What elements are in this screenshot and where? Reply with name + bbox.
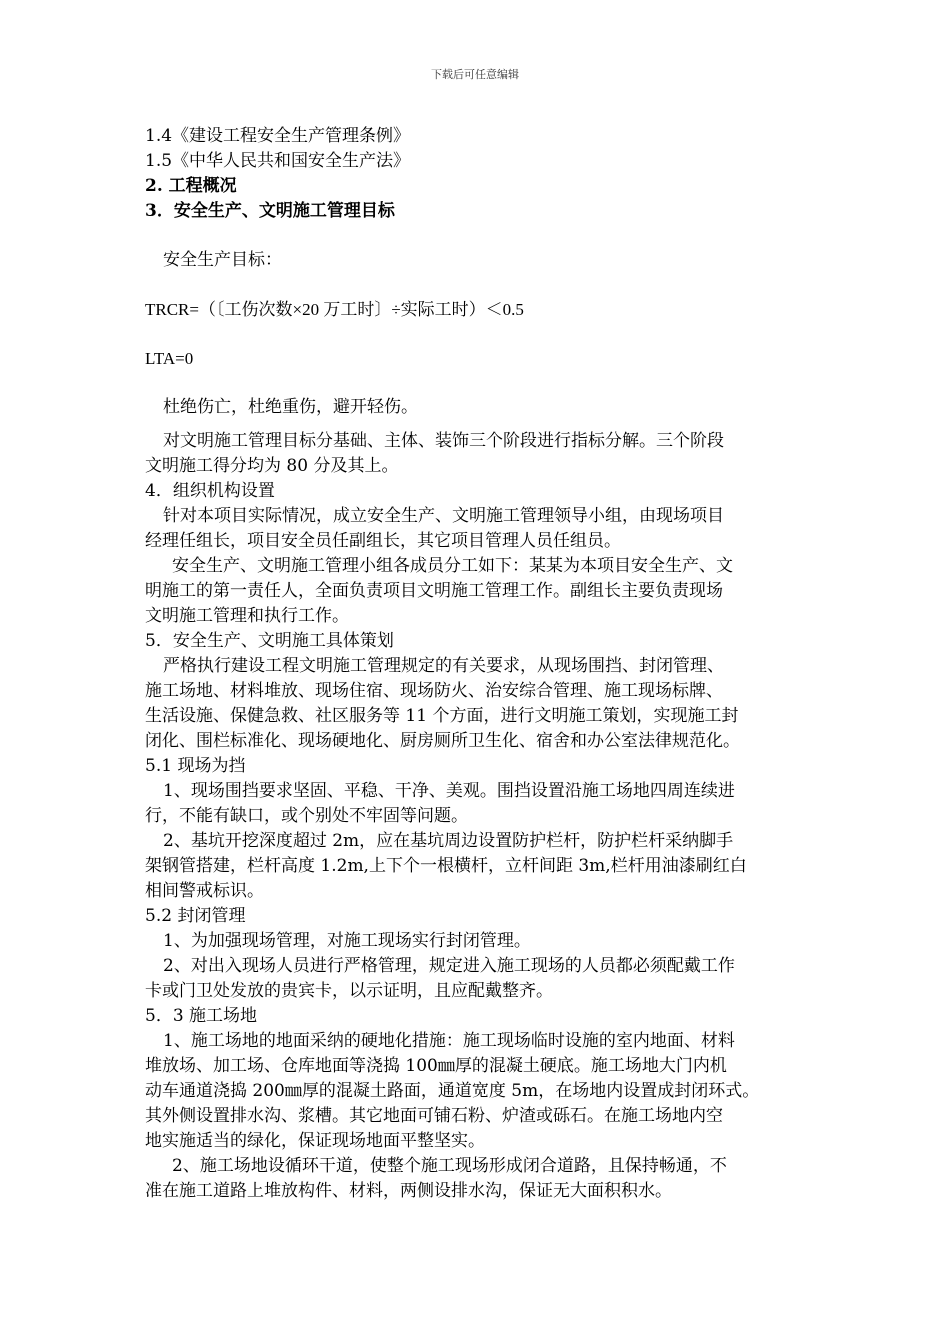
section-4-heading: 4．组织机构设置	[145, 481, 275, 501]
section-5-2-heading: 5.2 封闭管理	[145, 906, 246, 926]
para-civil-goal-2: 文明施工得分均为 80 分及其上。	[145, 456, 399, 476]
zero-fatality-goal: 杜绝伤亡，杜绝重伤，避开轻伤。	[163, 397, 418, 417]
para-5-1-b1: 2、基坑开挖深度超过 2m，应在基坑周边设置防护栏杆，防护栏杆采纳脚手	[163, 831, 734, 851]
para-5-3-a1: 1、施工场地的地面采纳的硬地化措施：施工现场临时设施的室内地面、材料	[163, 1031, 735, 1051]
para-5-3-a4: 其外侧设置排水沟、浆槽。其它地面可铺石粉、炉渣或砾石。在施工场地内空	[145, 1106, 723, 1126]
para-org-2: 经理任组长，项目安全员任副组长，其它项目管理人员任组员。	[145, 531, 621, 551]
para-5-1-b2: 架钢管搭建，栏杆高度 1.2m,上下个一根横杆，立杆间距 3m,栏杆用油漆刷红白	[145, 856, 747, 876]
para-org-5: 文明施工管理和执行工作。	[145, 606, 349, 626]
ref-1-4: 1.4《建设工程安全生产管理条例》	[145, 126, 411, 146]
para-civil-goal-1: 对文明施工管理目标分基础、主体、装饰三个阶段进行指标分解。三个阶段	[163, 431, 724, 451]
trcr-formula: TRCR=（〔工伤次数×20 万工时〕÷实际工时）＜0.5	[145, 300, 524, 319]
para-5-3-b2: 准在施工道路上堆放构件、材料，两侧设排水沟，保证无大面积积水。	[145, 1181, 672, 1201]
para-5-1-b3: 相间警戒标识。	[145, 881, 264, 901]
para-5-3-a2: 堆放场、加工场、仓库地面等浇捣 100㎜厚的混凝土硬底。施工场地大门内机	[145, 1056, 727, 1076]
para-5-2-a: 1、为加强现场管理，对施工现场实行封闭管理。	[163, 931, 531, 951]
para-5-3-a3: 动车通道浇捣 200㎜厚的混凝土路面，通道宽度 5m，在场地内设置成封闭环式。	[145, 1081, 760, 1101]
para-org-1: 针对本项目实际情况，成立安全生产、文明施工管理领导小组，由现场项目	[163, 506, 724, 526]
section-5-3-heading: 5．3 施工场地	[145, 1006, 258, 1026]
ref-1-5: 1.5《中华人民共和国安全生产法》	[145, 151, 411, 171]
section-5-1-heading: 5.1 现场为挡	[145, 756, 246, 776]
para-5-3-b1: 2、施工场地设循环干道，使整个施工现场形成闭合道路，且保持畅通，不	[172, 1156, 727, 1176]
para-5-3-a5: 地实施适当的绿化，保证现场地面平整坚实。	[145, 1131, 485, 1151]
para-plan-2: 施工场地、材料堆放、现场住宿、现场防火、治安综合管理、施工现场标牌、	[145, 681, 723, 701]
para-plan-4: 闭化、围栏标准化、现场硬地化、厨房厕所卫生化、宿舍和办公室法律规范化。	[145, 731, 740, 751]
section-3-heading: 3．安全生产、文明施工管理目标	[145, 201, 395, 221]
para-org-4: 明施工的第一责任人，全面负责项目文明施工管理工作。副组长主要负责现场	[145, 581, 723, 601]
lta-value: LTA=0	[145, 349, 194, 368]
para-5-2-b1: 2、对出入现场人员进行严格管理，规定进入施工现场的人员都必须配戴工作	[163, 956, 735, 976]
para-5-1-a2: 行，不能有缺口，或个别处不牢固等问题。	[145, 806, 468, 826]
para-plan-1: 严格执行建设工程文明施工管理规定的有关要求，从现场围挡、封闭管理、	[163, 656, 724, 676]
safety-goal-label: 安全生产目标：	[163, 250, 282, 270]
document-body	[145, 124, 809, 1204]
section-2-heading: 2. 工程概况	[145, 176, 237, 196]
para-plan-3: 生活设施、保健急救、社区服务等 11 个方面，进行文明施工策划，实现施工封	[145, 706, 739, 726]
para-org-3: 安全生产、文明施工管理小组各成员分工如下：某某为本项目安全生产、文	[172, 556, 733, 576]
para-5-2-b2: 卡或门卫处发放的贵宾卡，以示证明，且应配戴整齐。	[145, 981, 553, 1001]
page-header: 下载后可任意编辑	[431, 68, 519, 81]
para-5-1-a1: 1、现场围挡要求坚固、平稳、干净、美观。围挡设置沿施工场地四周连续进	[163, 781, 735, 801]
section-5-heading: 5．安全生产、文明施工具体策划	[145, 631, 394, 651]
